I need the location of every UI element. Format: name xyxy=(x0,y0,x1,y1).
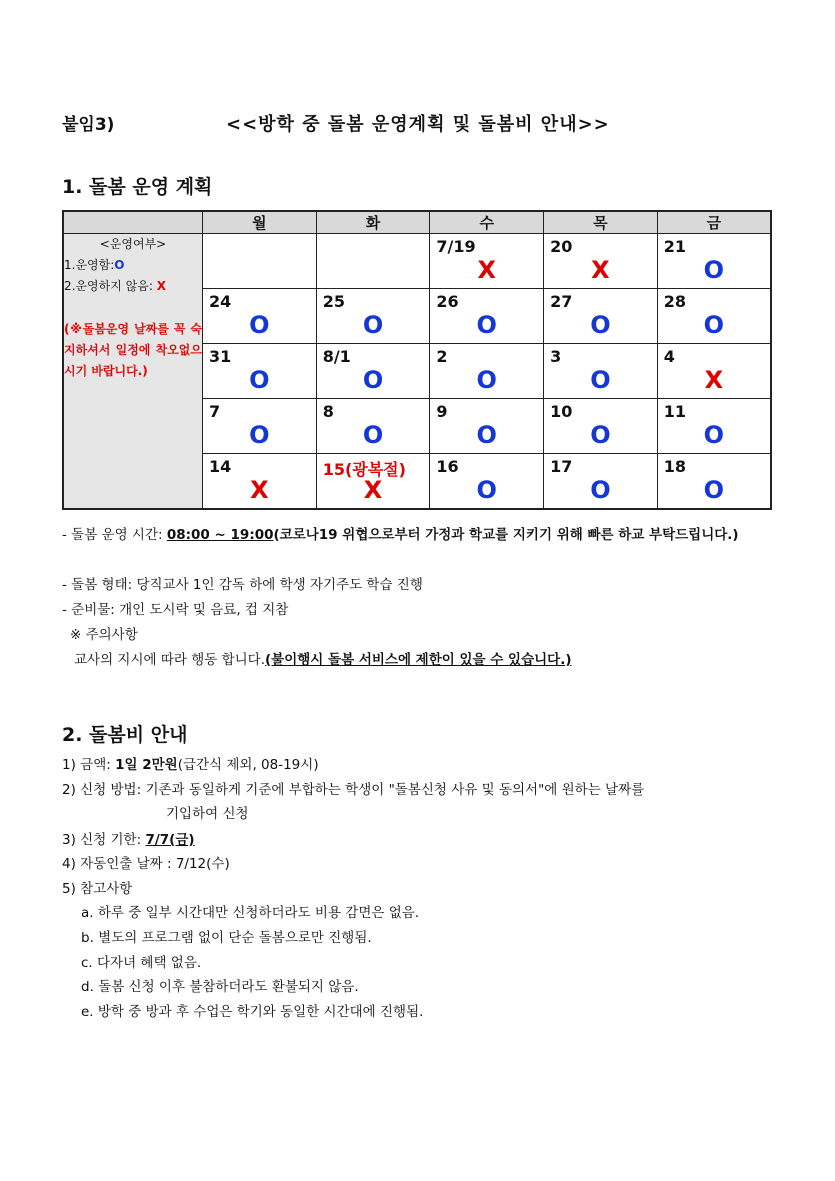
calendar-day-cell xyxy=(203,399,317,454)
calendar-day-cell xyxy=(203,289,317,344)
operating-mark: O xyxy=(249,366,270,394)
calendar-day-cell xyxy=(430,289,544,344)
day-date: 7/19 xyxy=(436,237,476,256)
calendar-day-cell xyxy=(430,399,544,454)
operating-mark: O xyxy=(362,366,384,394)
legend-not-operate: 2.운영하지 않음: X xyxy=(64,279,166,293)
title-row xyxy=(62,110,772,138)
day-date: 28 xyxy=(663,292,687,311)
day-date: 21 xyxy=(663,237,687,256)
closed-mark: X xyxy=(250,476,269,504)
day-date: 26 xyxy=(436,292,459,311)
calendar-day-cell xyxy=(544,289,658,344)
day-date: 18 xyxy=(663,457,687,476)
operating-time-note: - 돌봄 운영 시간: 08:00 ~ 19:00(코로나19 위협으로부터 가정과 학교를 지키기 위해 빠른 하교 부탁드립니다.) xyxy=(62,527,739,543)
deadline-value: 7/7(금) xyxy=(145,832,195,848)
weekday-header-row xyxy=(63,211,771,234)
legend-x-symbol: X xyxy=(156,279,166,293)
caution-text: 교사의 지시에 따라 행동 합니다.(불이행시 돌봄 서비스에 제한이 있을 수 있습니다.) xyxy=(74,652,572,668)
reference-item: e. 방학 중 방과 후 수업은 학기와 동일한 시간대에 진행됨. xyxy=(81,1004,424,1020)
operating-mark: O xyxy=(476,421,497,449)
reference-item: c. 다자녀 혜택 없음. xyxy=(81,955,202,971)
operating-mark: O xyxy=(476,366,497,394)
calendar-day-cell xyxy=(203,454,317,510)
day-date: 25 xyxy=(322,292,345,311)
autopay-line: 4) 자동인출 날짜 : 7/12(수) xyxy=(62,856,230,872)
reference-item: b. 별도의 프로그램 없이 단순 돌봄으로만 진행됨. xyxy=(81,930,372,946)
weekday-header: 목 xyxy=(544,211,658,234)
calendar-day-cell xyxy=(544,454,658,510)
legend-note: (※돌봄운영 날짜를 꼭 숙지하셔서 일정에 착오없으시기 바랍니다.) xyxy=(64,322,202,378)
day-date: 16 xyxy=(436,457,459,476)
method-line-2: 기입하여 신청 xyxy=(166,806,249,822)
deadline-line: 3) 신청 기한: 7/7(금) xyxy=(62,832,195,848)
day-date: 10 xyxy=(550,402,573,421)
legend-operate: 1.운영함:O xyxy=(64,258,125,272)
operating-mark: O xyxy=(362,311,384,339)
operating-time-request: (코로나19 위협으로부터 가정과 학교를 지키기 위해 빠른 하교 부탁드립니다.) xyxy=(273,527,739,543)
calendar-day-cell xyxy=(430,234,544,289)
closed-mark: X xyxy=(591,256,610,284)
reference-item: a. 하루 중 일부 시간대만 신청하더라도 비용 감면은 없음. xyxy=(81,905,420,921)
method-line-1: 2) 신청 방법: 기존과 동일하게 기준에 부합하는 학생이 "돌봄신청 사유 및 동의서"에 원하는 날짜를 xyxy=(62,782,645,798)
calendar-day-cell xyxy=(316,234,430,289)
operating-mark: O xyxy=(590,476,611,504)
operating-mark: O xyxy=(703,256,725,284)
weekday-header: 화 xyxy=(316,211,430,234)
operating-time-value: 08:00 ~ 19:00 xyxy=(166,527,274,543)
calendar-day-cell xyxy=(316,454,430,510)
day-date: 27 xyxy=(550,292,573,311)
reference-title: 5) 참고사항 xyxy=(62,881,133,897)
closed-mark: X xyxy=(704,366,724,394)
legend-cell xyxy=(63,234,203,510)
legend-o-symbol: O xyxy=(114,258,125,272)
day-date: 31 xyxy=(209,347,232,366)
day-date: 7 xyxy=(209,402,221,421)
operating-mark: O xyxy=(590,366,611,394)
calendar-day-cell xyxy=(430,454,544,510)
calendar-day-cell xyxy=(316,344,430,399)
operating-mark: O xyxy=(703,311,725,339)
day-date: 24 xyxy=(209,292,232,311)
week-row xyxy=(63,234,771,289)
calendar-day-cell xyxy=(203,234,317,289)
legend-title: <운영여부> xyxy=(99,237,167,251)
closed-mark: X xyxy=(363,476,383,504)
operating-mark: O xyxy=(703,476,725,504)
operating-mark: O xyxy=(249,421,270,449)
calendar-day-cell xyxy=(657,454,771,510)
day-date: 17 xyxy=(550,457,573,476)
document-title: <<방학 중 돌봄 운영계획 및 돌봄비 안내>> xyxy=(226,114,610,135)
operating-mark: O xyxy=(362,421,384,449)
day-date: 2 xyxy=(436,347,448,366)
operating-mark: O xyxy=(590,421,611,449)
fee-value: 1일 2만원 xyxy=(115,757,178,773)
section1-heading: 1. 돌봄 운영 계획 xyxy=(62,176,213,198)
operating-mark: O xyxy=(590,311,611,339)
reference-item: d. 돌봄 신청 이후 불참하더라도 환불되지 않음. xyxy=(81,979,359,995)
calendar-day-cell xyxy=(430,344,544,399)
weekday-header: 월 xyxy=(203,211,317,234)
header-blank-cell xyxy=(63,211,203,234)
caution-bold: (불이행시 돌봄 서비스에 제한이 있을 수 있습니다.) xyxy=(265,652,572,668)
supplies-note: - 준비물: 개인 도시락 및 음료, 컵 지참 xyxy=(62,602,289,618)
day-date: 3 xyxy=(550,347,562,366)
weekday-header: 금 xyxy=(657,211,771,234)
operating-mark: O xyxy=(249,311,270,339)
day-date: 11 xyxy=(663,402,687,421)
calendar-day-cell xyxy=(203,344,317,399)
calendar-day-cell xyxy=(657,289,771,344)
fee-line: 1) 금액: 1일 2만원(급간식 제외, 08-19시) xyxy=(62,757,319,773)
calendar-day-cell xyxy=(544,399,658,454)
closed-mark: X xyxy=(477,256,496,284)
day-date: 8/1 xyxy=(322,347,351,366)
calendar-day-cell xyxy=(657,399,771,454)
care-schedule-table xyxy=(62,210,772,510)
operating-mark: O xyxy=(476,476,497,504)
day-date: 4 xyxy=(663,347,675,366)
calendar-day-cell xyxy=(544,234,658,289)
calendar-day-cell xyxy=(657,344,771,399)
day-date: 8 xyxy=(322,402,334,421)
attachment-label: 붙임3) xyxy=(62,115,115,135)
operating-mark: O xyxy=(476,311,497,339)
operating-mark: O xyxy=(703,421,725,449)
calendar-day-cell xyxy=(316,289,430,344)
care-type-note: - 돌봄 형태: 당직교사 1인 감독 하에 학생 자기주도 학습 진행 xyxy=(62,577,423,593)
day-date: 9 xyxy=(436,402,448,421)
calendar-day-cell xyxy=(316,399,430,454)
day-date: 20 xyxy=(550,237,573,256)
calendar-day-cell xyxy=(657,234,771,289)
section2-heading: 2. 돌봄비 안내 xyxy=(62,724,188,746)
day-date: 14 xyxy=(209,457,232,476)
holiday-date: 15(광복절) xyxy=(322,460,406,479)
calendar-day-cell xyxy=(544,344,658,399)
weekday-header: 수 xyxy=(430,211,544,234)
caution-title: ※ 주의사항 xyxy=(70,627,138,643)
